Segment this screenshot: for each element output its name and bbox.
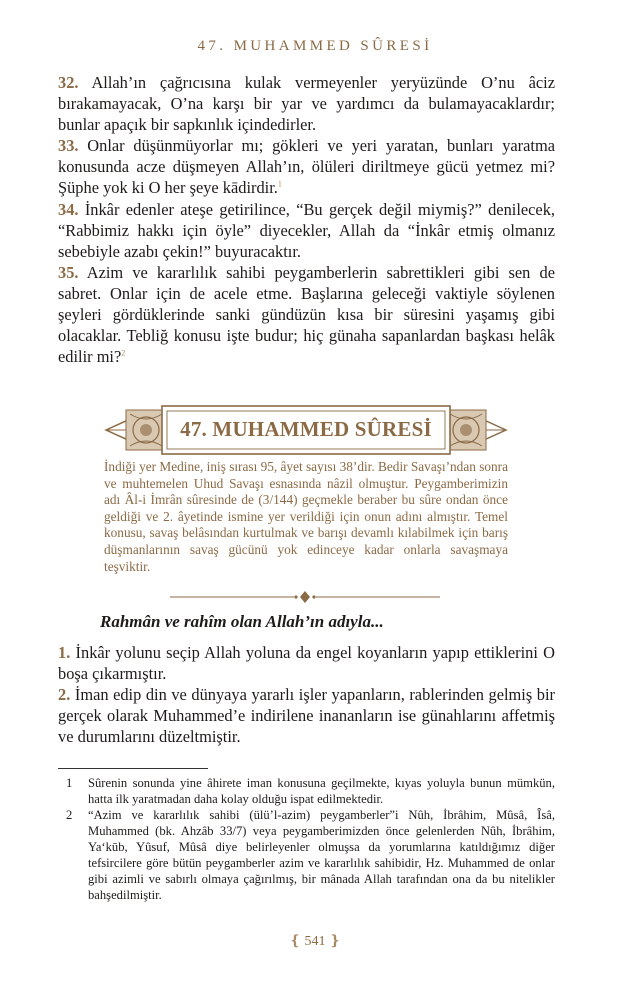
footnote-ref[interactable]: 2 <box>121 348 126 358</box>
footnote-number: 1 <box>66 776 73 790</box>
verse-number: 32. <box>58 73 79 92</box>
verse-32 <box>58 72 555 135</box>
verse-text: İnkâr yolunu seçip Allah yoluna da engel koyanların yapıp ettiklerini O boşa çıkarmıştır. <box>58 643 555 684</box>
surah-intro: İndiği yer Medine, iniş sırası 95, âyet sayısı 38’dir. Bedir Savaşı’ndan sonra ve muhtemelen Uhud Savaşı esnasında nâzil olmuştur. Peygamberimizin adı Âl-i İmrân sûresinde de (3/144) geçmekle beraber bu sûre ondan önce geldiği ve 2. âyetinde ismine yer verildiği için onun adını almıştır. Temel konusu, savaş belâsından kurtulmak ve barışı devamlı kılabilmek için barış düşmanlarının savaş gücünü yok edinceye kadar onlarla savaşmaya teşviktir. <box>104 459 509 574</box>
verses-top <box>58 72 555 367</box>
verse-number: 35. <box>58 262 79 282</box>
footnote-text: “Azim ve kararlılık sahibi (ülü’l-azim) peygamberler”i Nûh, İbrâhim, Mûsâ, Îsâ, Muhammed (bk. Ahzâb 33/7) veya peygamberimizden önce gelenlerden Nûh, İbrâhim, Ya‘kūb, Yûsuf, Mûsâ diye belirleyenler olmuşsa da yorumlarına katıldığımız diğer tefsircilere göre bütün peygamberler azim ve kararlılık sahibidir, Hz. Muhammed de onlar gibi azimli ve sabırlı olmaya çağırılmış, bir mânada Allah tarafından ona da bu nitelikler bahşedilmiştir. <box>88 808 555 902</box>
footnotes <box>58 775 555 903</box>
footnote-ref[interactable]: 1 <box>277 180 282 189</box>
surah-title-banner <box>104 404 508 456</box>
footnote-1 <box>58 775 555 807</box>
verse-35 <box>58 262 555 367</box>
footnote-text: Sûrenin sonunda yine âhirete iman konusuna geçilmekte, kıyas yoluyla bunun mümkün, hatta ilk yaratmadan daha kolay olduğu ispat edilmektedir. <box>88 776 555 806</box>
page-number-value: 541 <box>304 934 326 949</box>
verse-2 <box>58 684 555 747</box>
verse-text: Allah’ın çağrıcısına kulak vermeyenler yeryüzünde O’nu âciz bırakamayacak, O’na karşı bir yar ve yardımcı da bulamayacaklardır; bunlar apaçık bir sapkınlık içindedirler. <box>58 73 555 135</box>
verse-1 <box>58 642 555 684</box>
right-bracket-icon: ❵ <box>329 934 341 949</box>
left-bracket-icon: ❴ <box>289 934 301 949</box>
basmala: Rahmân ve rahîm olan Allah’ın adıyla... <box>100 612 384 631</box>
footnote-number: 2 <box>66 808 73 822</box>
running-head: 47. MUHAMMED SÛRESİ <box>197 38 433 54</box>
verse-number: 33. <box>58 136 79 156</box>
verse-text: Azim ve kararlılık sahibi peygamberlerin sabrettikleri gibi sen de sabret. Onlar için de acele etme. Başlarına geleceği vaktiyle söylenen şeyleri gördüklerinde sanki gündüzün kısa bir süresini yaşamış gibi olacaklar. Tebliğ konusu işte budur; hiç günaha sapanlardan başkası helâk edilir mi? <box>58 262 555 367</box>
verse-number: 2. <box>58 685 71 705</box>
verse-number: 34. <box>58 199 79 219</box>
footnote-2 <box>58 807 555 903</box>
verse-text: Onlar düşünmüyorlar mı; gökleri ve yeri yaratan, bunları yaratma konusunda acze düşmeyen Allah’ın, ölüleri diriltmeye gücü yetmez mi? Şüphe yok ki O her şeye kādirdir. <box>58 136 555 198</box>
surah-title: 47. MUHAMMED SÛRESİ <box>180 417 432 441</box>
verse-33 <box>58 135 555 198</box>
footnote-separator <box>58 768 208 769</box>
verse-34 <box>58 199 555 262</box>
verse-number: 1. <box>58 643 71 662</box>
divider-ornament-icon <box>170 590 440 604</box>
verse-text: İnkâr edenler ateşe getirilince, “Bu gerçek değil miymiş?” denilecek, “Rabbimiz hakkı için öyle” diyecekler, Allah da “İnkâr etmiş olmanız sebebiyle azabı çekin!” buyuracaktır. <box>58 199 555 261</box>
verses-bottom <box>58 642 555 747</box>
verse-text: İman edip din ve dünyaya yararlı işler yapanların, rablerinden gelmiş bir gerçek olarak Muhammed’e indirilene inananların ise günahlarını affetmiş ve durumlarını düzeltmiştir. <box>58 685 555 747</box>
page-number <box>0 933 630 950</box>
